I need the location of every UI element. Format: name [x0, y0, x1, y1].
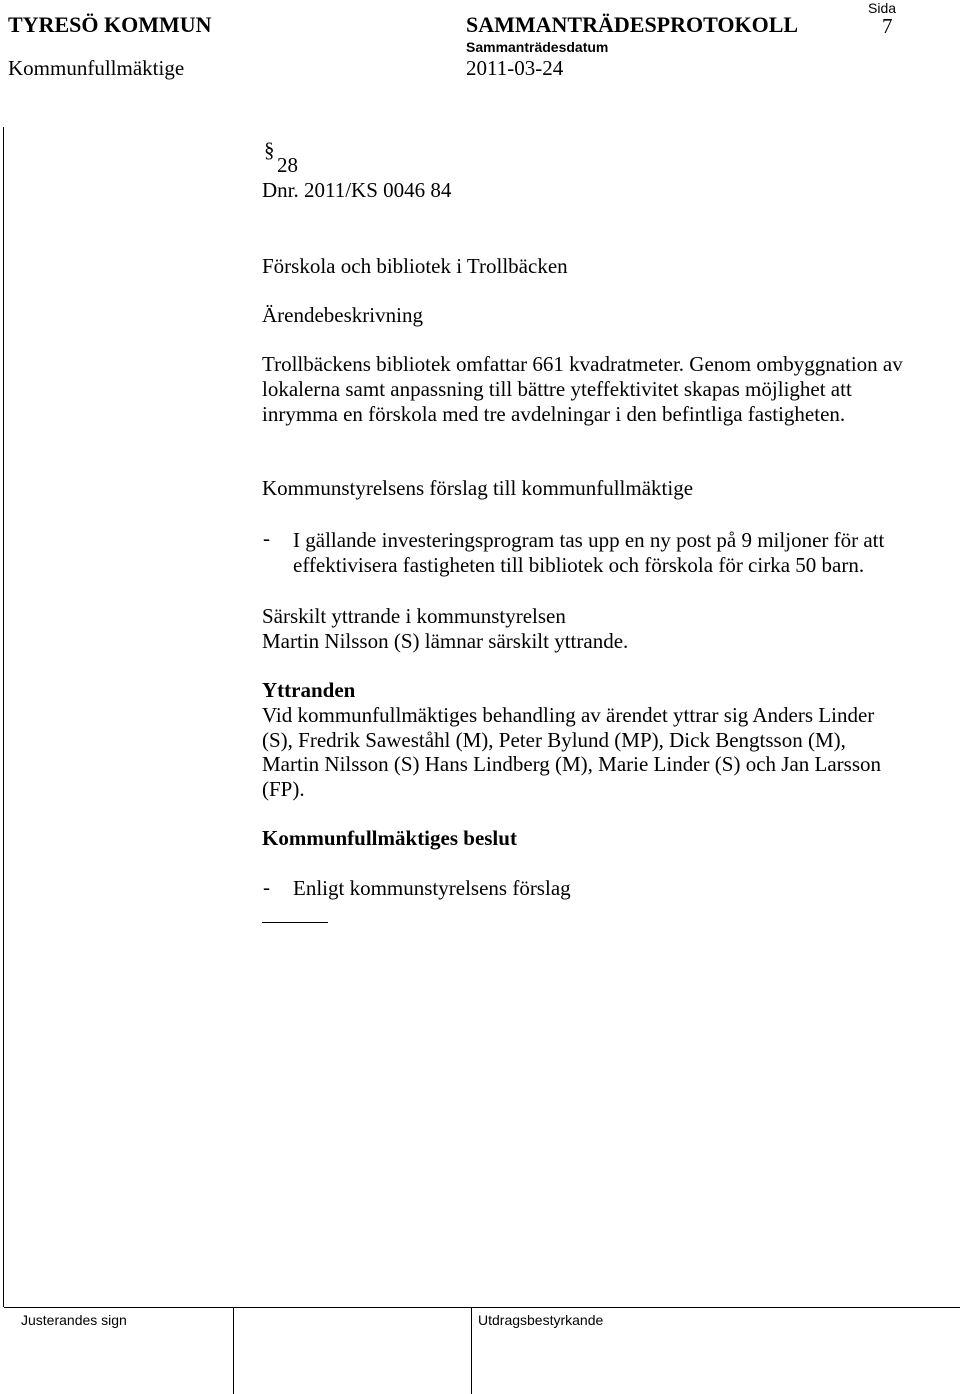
document-type: SAMMANTRÄDESPROTOKOLL: [466, 12, 799, 37]
date-label: Sammanträdesdatum: [466, 39, 609, 55]
meeting-date: 2011-03-24: [466, 56, 564, 80]
list-bullet: -: [263, 526, 270, 550]
statements-line: Martin Nilsson (S) Hans Lindberg (M), Marie Linder (S) och Jan Larsson: [262, 752, 881, 776]
proposal-line: effektivisera fastigheten till bibliotek och förskola för cirka 50 barn.: [293, 553, 865, 577]
section-end-rule: [262, 922, 328, 923]
statements-heading: Yttranden: [262, 678, 356, 702]
description-line: Trollbäckens bibliotek omfattar 661 kvadratmeter. Genom ombyggnation av: [262, 352, 903, 376]
description-line: inrymma en förskola med tre avdelningar i den befintliga fastigheten.: [262, 402, 846, 426]
left-margin-rule: [3, 127, 4, 1307]
footer-divider: [471, 1307, 472, 1394]
decision-text: Enligt kommunstyrelsens förslag: [293, 876, 571, 900]
description-heading: Ärendebeskrivning: [262, 303, 423, 327]
statements-line: Vid kommunfullmäktiges behandling av ärendet yttrar sig Anders Linder: [262, 703, 875, 727]
statements-line: (S), Fredrik Saweståhl (M), Peter Bylund (MP), Dick Bengtsson (M),: [262, 728, 846, 752]
page-label: Sida: [868, 0, 897, 16]
item-title: Förskola och bibliotek i Trollbäcken: [262, 254, 568, 278]
sign-label: Justerandes sign: [21, 1312, 127, 1328]
proposal-line: I gällande investeringsprogram tas upp en ny post på 9 miljoner för att: [293, 528, 885, 552]
municipality-name: TYRESÖ KOMMUN: [8, 12, 212, 37]
statements-line: (FP).: [262, 777, 305, 801]
special-statement-heading: Särskilt yttrande i kommunstyrelsen: [262, 604, 566, 628]
decision-heading: Kommunfullmäktiges beslut: [262, 826, 517, 850]
registry-number: Dnr. 2011/KS 0046 84: [262, 178, 452, 202]
proposal-heading: Kommunstyrelsens förslag till kommunfullmäktige: [262, 476, 694, 500]
body-name: Kommunfullmäktige: [8, 56, 185, 80]
paragraph-sign: §: [264, 138, 275, 162]
extract-label: Utdragsbestyrkande: [478, 1312, 604, 1328]
section-number: 28: [277, 153, 298, 177]
footer-divider: [233, 1307, 234, 1394]
page-number: 7: [882, 14, 893, 38]
footer-rule: [4, 1307, 960, 1308]
list-bullet: -: [263, 875, 270, 899]
special-statement-text: Martin Nilsson (S) lämnar särskilt yttrande.: [262, 629, 629, 653]
description-line: lokalerna samt anpassning till bättre yteffektivitet skapas möjlighet att: [262, 377, 852, 401]
